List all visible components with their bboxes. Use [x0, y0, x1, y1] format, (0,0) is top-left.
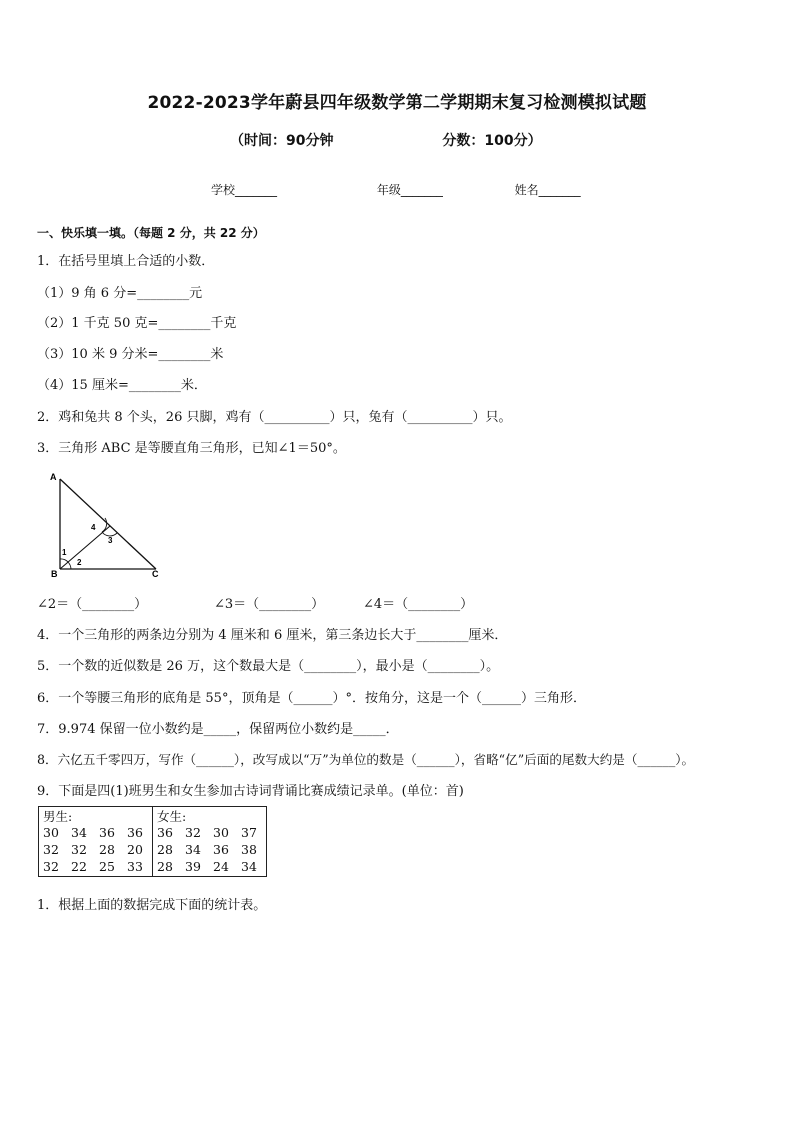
- girls-score: 37: [241, 825, 257, 840]
- girls-score: 36: [157, 825, 173, 840]
- boys-label: 男生:: [43, 809, 73, 824]
- girls-label: 女生:: [157, 809, 187, 824]
- vertex-label-b: B: [51, 569, 58, 579]
- question-7: 7．9.974 保留一位小数约是_____，保留两位小数约是_____．: [37, 722, 399, 737]
- girls-score: 28: [157, 842, 173, 857]
- girls-score: 28: [157, 859, 173, 874]
- page-title: 2022-2023学年蔚县四年级数学第二学期期末复习检测模拟试题: [147, 93, 647, 113]
- boys-score: 32: [71, 842, 87, 857]
- question-3-angle-2: ∠2＝（________）: [37, 597, 148, 612]
- girls-score: 39: [185, 859, 201, 874]
- question-9: 9．下面是四(1)班男生和女生参加古诗词背诵比赛成绩记录单。(单位：首): [37, 784, 464, 799]
- girls-score: 24: [213, 859, 229, 874]
- vertex-label-a: A: [50, 472, 57, 482]
- boys-score: 36: [99, 825, 115, 840]
- girls-score: 32: [185, 825, 201, 840]
- boys-score: 30: [43, 825, 59, 840]
- girls-score: 34: [185, 842, 201, 857]
- angle-label-4: 4: [91, 523, 96, 532]
- name-field[interactable]: 姓名_______: [514, 183, 581, 197]
- question-2: 2．鸡和兔共 8 个头，26 只脚，鸡有（__________）只，兔有（__________）只。: [37, 410, 512, 425]
- exam-score: 分数：100分）: [442, 133, 542, 149]
- angle-label-2: 2: [77, 558, 82, 567]
- question-1-part-2: （2）1 千克 50 克=________千克: [37, 316, 237, 331]
- question-4: 4．一个三角形的两条边分别为 4 厘米和 6 厘米，第三条边长大于________厘米．: [37, 628, 508, 643]
- question-1-part-4: （4）15 厘米=________米．: [37, 378, 207, 393]
- exam-time: （时间：90分钟: [230, 133, 334, 149]
- boys-cell: [39, 807, 153, 877]
- school-field[interactable]: 学校_______: [211, 183, 278, 197]
- student-info: [211, 181, 581, 198]
- girls-cell: [153, 807, 267, 877]
- girls-score: 36: [213, 842, 229, 857]
- section-heading: 一、快乐填一填。（每题 2 分，共 22 分）: [37, 226, 265, 240]
- girls-score: 30: [213, 825, 229, 840]
- vertex-label-c: C: [152, 569, 159, 579]
- girls-score: 34: [241, 859, 257, 874]
- girls-score: 38: [241, 842, 257, 857]
- boys-score: 22: [71, 859, 87, 874]
- boys-scores: [43, 825, 149, 874]
- boys-score: 32: [43, 842, 59, 857]
- girls-scores: [157, 825, 263, 874]
- question-8: 8．六亿五千零四万，写作（______），改写成以“万”为单位的数是（______），省略“亿”后面的尾数大约是（______）。: [37, 752, 695, 767]
- boys-score: 25: [99, 859, 115, 874]
- question-1-part-3: （3）10 米 9 分米=________米: [37, 347, 224, 362]
- boys-score: 34: [71, 825, 87, 840]
- angle-label-3: 3: [108, 536, 113, 545]
- question-1: 1．在括号里填上合适的小数．: [37, 254, 215, 269]
- boys-score: 33: [127, 859, 143, 874]
- question-9-part-1: 1．根据上面的数据完成下面的统计表。: [37, 898, 267, 913]
- angle-label-1: 1: [62, 548, 67, 557]
- question-3-angle-4: ∠4＝（________）: [363, 597, 474, 612]
- score-record-table: [38, 806, 267, 877]
- boys-score: 28: [99, 842, 115, 857]
- boys-score: 32: [43, 859, 59, 874]
- boys-score: 36: [127, 825, 143, 840]
- question-1-part-1: （1）9 角 6 分=________元: [37, 286, 203, 301]
- question-3: 3．三角形 ABC 是等腰直角三角形，已知∠1＝50°。: [37, 441, 346, 456]
- triangle-figure: [44, 468, 168, 582]
- question-3-angle-3: ∠3＝（________）: [214, 597, 325, 612]
- grade-field[interactable]: 年级_______: [376, 183, 443, 197]
- question-5: 5．一个数的近似数是 26 万，这个数最大是（________），最小是（________）。: [37, 659, 500, 674]
- boys-score: 20: [127, 842, 143, 857]
- exam-info: [230, 130, 542, 150]
- question-6: 6．一个等腰三角形的底角是 55°，顶角是（______）°．按角分，这是一个（______）三角形．: [37, 691, 586, 706]
